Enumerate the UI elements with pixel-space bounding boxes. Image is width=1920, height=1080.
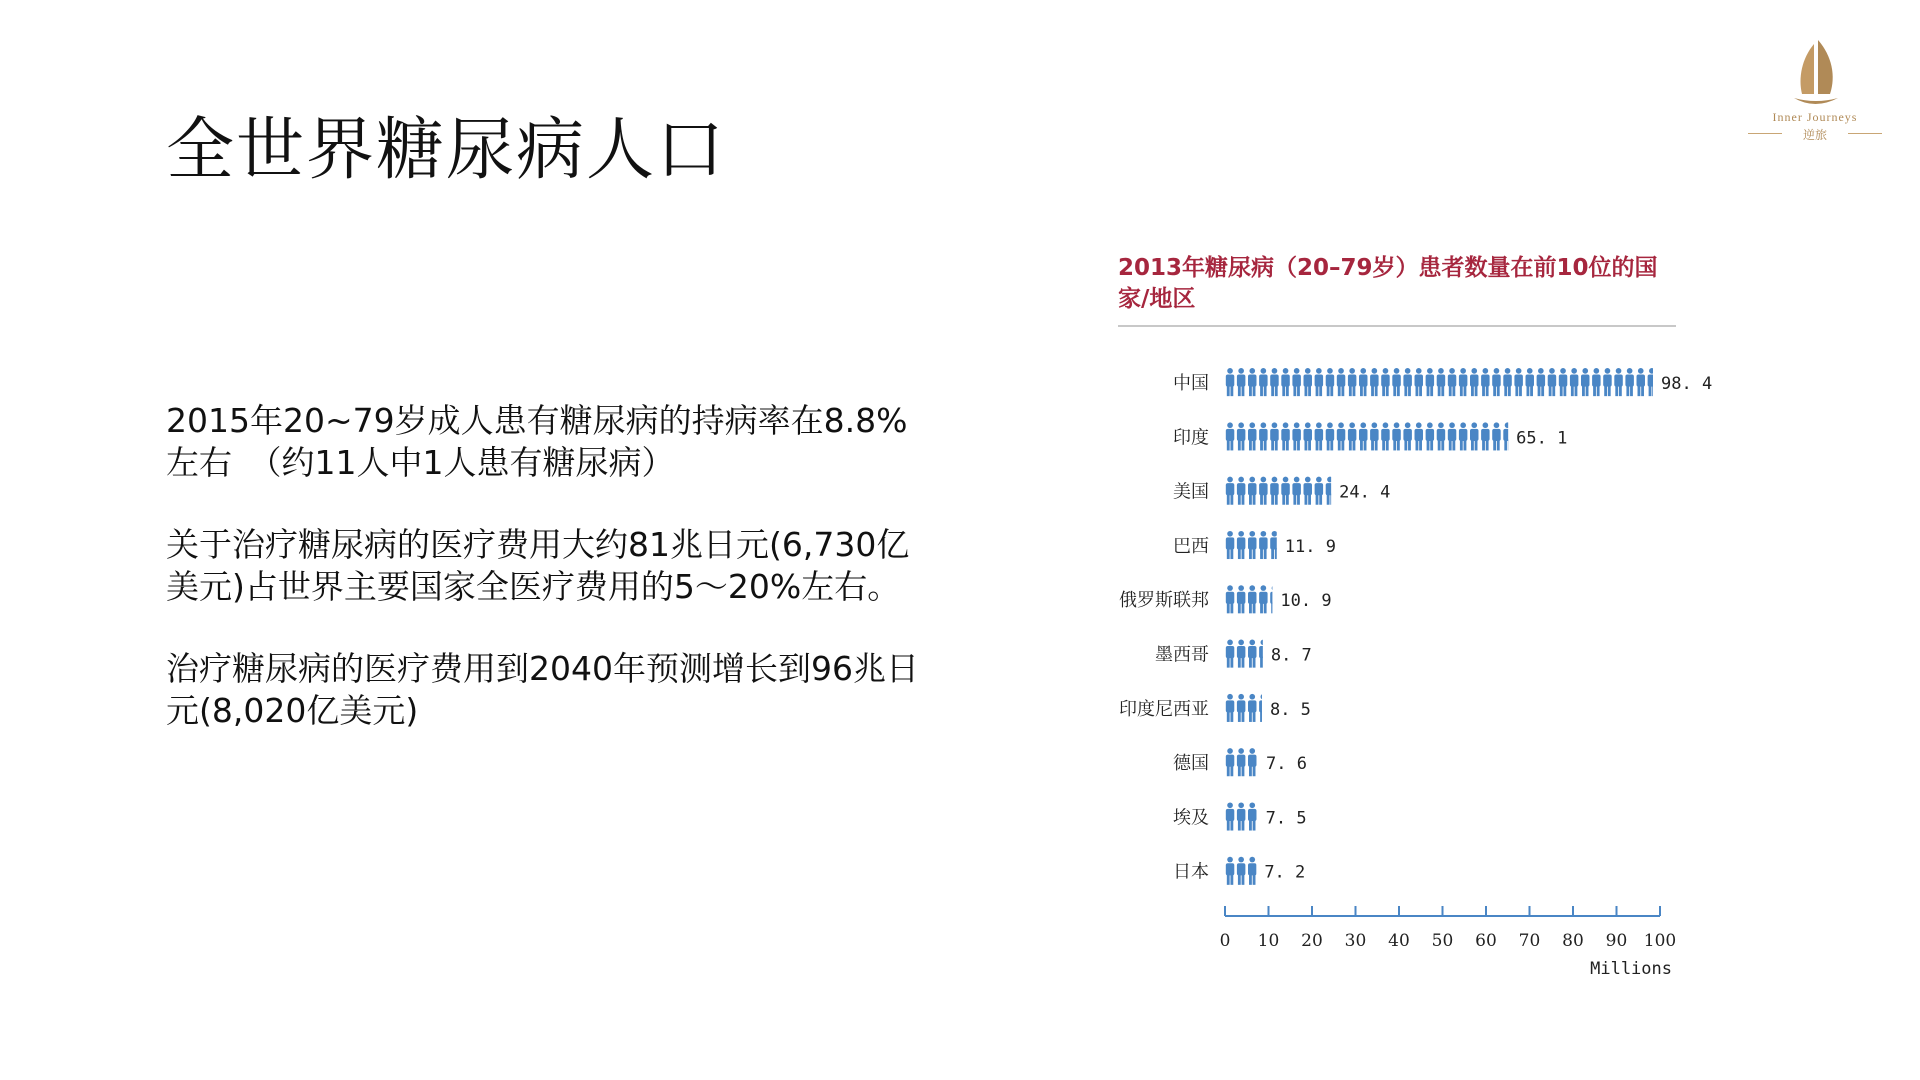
person-icon	[1337, 368, 1345, 396]
person-icon	[1470, 368, 1478, 396]
person-icon	[1415, 368, 1423, 396]
sailboat-icon	[1740, 36, 1890, 110]
chart-title-divider	[1118, 325, 1676, 327]
person-icon	[1226, 585, 1234, 613]
bar-row	[1173, 368, 1712, 396]
person-icon	[1470, 422, 1478, 450]
person-icon	[1448, 368, 1456, 396]
person-icon	[1437, 422, 1445, 450]
x-tick-label: 80	[1562, 931, 1584, 951]
person-icon	[1237, 802, 1245, 830]
logo-rule-right	[1848, 133, 1882, 134]
person-icon	[1304, 477, 1312, 505]
person-icon	[1426, 368, 1434, 396]
person-icon	[1248, 585, 1256, 613]
x-tick-label: 40	[1388, 931, 1410, 951]
person-icon	[1281, 368, 1289, 396]
bar-row	[1173, 422, 1567, 450]
person-icon	[1281, 422, 1289, 450]
x-tick-label: 30	[1344, 931, 1367, 951]
person-icon	[1237, 368, 1245, 396]
person-icon	[1526, 368, 1534, 396]
person-icon	[1426, 422, 1434, 450]
person-icon	[1348, 368, 1356, 396]
person-icon	[1226, 748, 1234, 776]
person-icon	[1304, 422, 1312, 450]
person-icon	[1281, 477, 1289, 505]
person-icon	[1392, 422, 1400, 450]
x-tick-label: 70	[1518, 931, 1541, 951]
person-icon	[1315, 422, 1323, 450]
person-icon	[1270, 477, 1278, 505]
bar	[1226, 368, 1656, 396]
person-icon	[1237, 694, 1245, 722]
person-icon	[1237, 477, 1245, 505]
person-icon	[1370, 422, 1378, 450]
value-label: 98. 4	[1661, 374, 1713, 394]
bar	[1226, 422, 1512, 450]
person-icon	[1315, 368, 1323, 396]
diabetes-chart	[1080, 350, 1720, 990]
person-icon	[1259, 531, 1267, 559]
person-icon	[1492, 422, 1500, 450]
bar	[1226, 477, 1334, 505]
value-label: 11. 9	[1284, 536, 1336, 557]
category-label: 中国	[1173, 373, 1209, 394]
person-icon	[1237, 748, 1245, 776]
person-icon	[1226, 531, 1234, 559]
person-icon	[1392, 368, 1400, 396]
value-label: 7. 5	[1265, 808, 1307, 829]
person-icon	[1603, 368, 1611, 396]
person-icon	[1226, 477, 1234, 505]
person-icon	[1492, 368, 1500, 396]
x-tick-label: 90	[1605, 931, 1628, 951]
value-label: 10. 9	[1280, 591, 1332, 612]
bar	[1226, 585, 1279, 613]
x-tick-label: 50	[1431, 931, 1454, 951]
bar	[1226, 694, 1268, 722]
person-icon	[1459, 368, 1467, 396]
person-icon	[1248, 422, 1256, 450]
person-icon	[1248, 368, 1256, 396]
logo-wordmark: Inner Journeys	[1772, 110, 1858, 124]
person-icon	[1337, 422, 1345, 450]
person-icon	[1237, 857, 1245, 885]
person-icon	[1226, 694, 1234, 722]
person-icon	[1570, 368, 1578, 396]
x-axis	[1220, 906, 1677, 979]
page-title: 全世界糖尿病人口	[166, 111, 727, 190]
body-text	[166, 400, 926, 772]
person-icon	[1348, 422, 1356, 450]
person-icon	[1248, 802, 1256, 830]
person-icon	[1648, 368, 1656, 396]
value-label: 7. 2	[1264, 862, 1306, 883]
category-label: 日本	[1173, 861, 1209, 883]
person-icon	[1326, 422, 1334, 450]
person-icon	[1503, 422, 1511, 450]
person-icon	[1637, 368, 1645, 396]
person-icon	[1503, 368, 1511, 396]
bar-row	[1173, 531, 1336, 559]
paragraph: 关于治疗糖尿病的医疗费用大约81兆日元(6,730亿美元)占世界主要国家全医疗费用的5～20%左右。	[166, 525, 910, 606]
person-icon	[1581, 368, 1589, 396]
person-icon	[1514, 368, 1522, 396]
person-icon	[1614, 368, 1622, 396]
person-icon	[1259, 694, 1267, 722]
x-tick-label: 20	[1301, 931, 1323, 951]
person-icon	[1259, 422, 1267, 450]
bar-row	[1173, 477, 1390, 505]
bar	[1226, 857, 1257, 885]
person-icon	[1537, 368, 1545, 396]
person-icon	[1415, 422, 1423, 450]
category-label: 墨西哥	[1155, 644, 1209, 666]
category-label: 巴西	[1173, 535, 1209, 557]
x-tick-label: 100	[1643, 931, 1677, 951]
person-icon	[1259, 368, 1267, 396]
person-icon	[1359, 368, 1367, 396]
bar-row	[1173, 748, 1307, 776]
person-icon	[1437, 368, 1445, 396]
value-label: 8. 5	[1269, 699, 1311, 720]
bar-row	[1173, 857, 1305, 885]
category-label: 印度	[1173, 427, 1209, 449]
person-icon	[1248, 640, 1256, 668]
person-icon	[1259, 640, 1267, 668]
person-icon	[1248, 477, 1256, 505]
category-label: 印度尼西亚	[1119, 698, 1209, 720]
value-label: 8. 7	[1270, 645, 1312, 666]
bar	[1226, 748, 1257, 776]
person-icon	[1304, 368, 1312, 396]
person-icon	[1548, 368, 1556, 396]
person-icon	[1326, 368, 1334, 396]
bar-row	[1119, 694, 1311, 722]
person-icon	[1315, 477, 1323, 505]
person-icon	[1270, 531, 1278, 559]
person-icon	[1270, 368, 1278, 396]
person-icon	[1459, 422, 1467, 450]
x-tick-label: 60	[1475, 931, 1497, 951]
person-icon	[1592, 368, 1600, 396]
person-icon	[1226, 640, 1234, 668]
person-icon	[1270, 585, 1278, 613]
person-icon	[1237, 422, 1245, 450]
person-icon	[1403, 368, 1411, 396]
person-icon	[1370, 368, 1378, 396]
bar	[1226, 802, 1257, 830]
person-icon	[1326, 477, 1334, 505]
person-icon	[1237, 640, 1245, 668]
person-icon	[1481, 422, 1489, 450]
person-icon	[1448, 422, 1456, 450]
value-label: 65. 1	[1516, 428, 1568, 449]
x-tick-label: 0	[1219, 931, 1231, 951]
value-label: 7. 6	[1266, 754, 1308, 775]
person-icon	[1248, 748, 1256, 776]
person-icon	[1259, 585, 1267, 613]
person-icon	[1259, 477, 1267, 505]
person-icon	[1559, 368, 1567, 396]
chart-title: 2013年糖尿病（20–79岁）患者数量在前10位的国家/地区	[1118, 255, 1658, 312]
person-icon	[1403, 422, 1411, 450]
person-icon	[1226, 802, 1234, 830]
category-label: 俄罗斯联邦	[1119, 590, 1209, 612]
person-icon	[1226, 422, 1234, 450]
brand-logo	[1740, 36, 1890, 146]
person-icon	[1381, 422, 1389, 450]
bar	[1226, 531, 1279, 559]
x-tick-label: 10	[1257, 931, 1280, 951]
person-icon	[1270, 422, 1278, 450]
person-icon	[1381, 368, 1389, 396]
bar-row	[1155, 640, 1312, 668]
person-icon	[1248, 531, 1256, 559]
person-icon	[1248, 857, 1256, 885]
person-icon	[1226, 368, 1234, 396]
person-icon	[1481, 368, 1489, 396]
category-label: 德国	[1173, 753, 1209, 775]
person-icon	[1226, 857, 1234, 885]
person-icon	[1359, 422, 1367, 450]
x-axis-title: Millions	[1590, 959, 1672, 979]
category-label: 美国	[1173, 481, 1209, 503]
person-icon	[1292, 368, 1300, 396]
person-icon	[1292, 422, 1300, 450]
bar	[1226, 640, 1268, 668]
category-label: 埃及	[1173, 807, 1209, 829]
person-icon	[1237, 531, 1245, 559]
paragraph: 治疗糖尿病的医疗费用到2040年预测增长到96兆日元(8,020亿美元)	[166, 649, 919, 730]
bar-row	[1119, 585, 1332, 613]
person-icon	[1625, 368, 1633, 396]
value-label: 24. 4	[1339, 482, 1391, 503]
logo-subtitle: 逆旅	[1802, 128, 1827, 142]
paragraph: 2015年20~79岁成人患有糖尿病的持病率在8.8%左右 （约11人中1人患有糖尿病）	[166, 401, 908, 482]
person-icon	[1248, 694, 1256, 722]
person-icon	[1237, 585, 1245, 613]
person-icon	[1292, 477, 1300, 505]
bar-row	[1173, 802, 1307, 830]
